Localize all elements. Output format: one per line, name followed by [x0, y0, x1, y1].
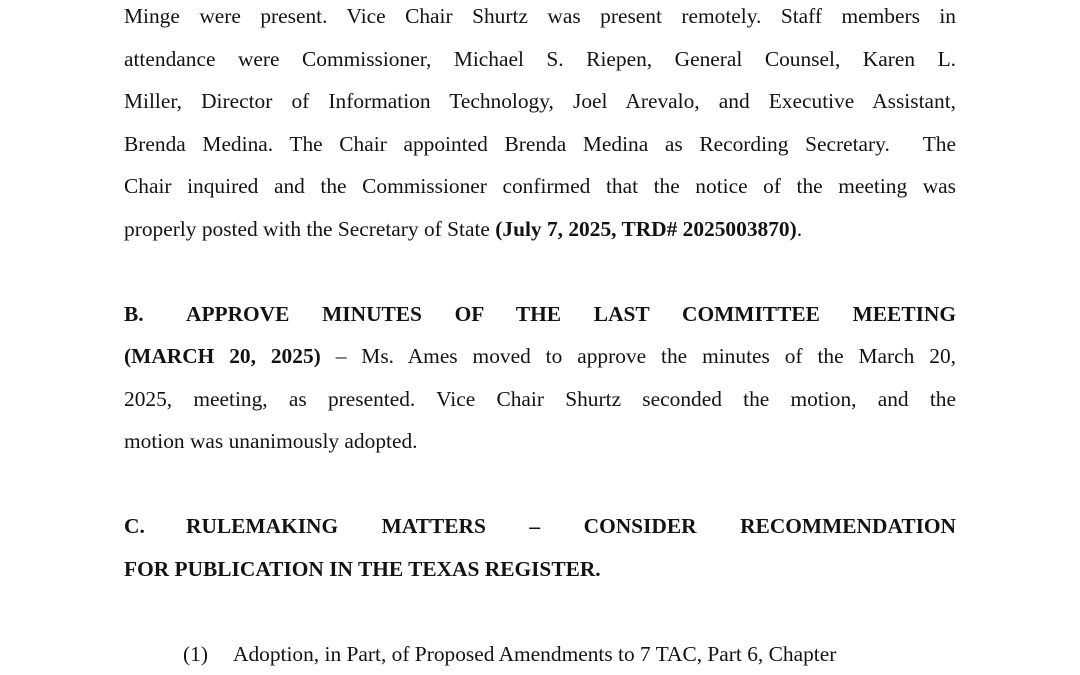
paragraph-attendance	[124, 0, 956, 250]
text-segment: properly posted with the Secretary of State	[124, 216, 496, 241]
blank-line	[124, 590, 956, 633]
blank-line	[124, 250, 956, 293]
text-segment: (July 7, 2025, TRD# 2025003870)	[495, 216, 797, 241]
text-segment: Adoption, in Part, of Proposed Amendments to 7 TAC, Part 6, Chapter	[233, 641, 837, 666]
paragraph-item-1	[124, 633, 956, 675]
text-line	[124, 335, 956, 378]
text-line	[124, 505, 956, 548]
text-line	[124, 293, 956, 336]
text-line	[124, 378, 956, 421]
text-segment: 2025, meeting, as presented. Vice Chair Shurtz seconded the motion, and the	[124, 386, 956, 411]
text-line	[124, 165, 956, 208]
text-segment: attendance were Commissioner, Michael S. Riepen, General Counsel, Karen L.	[124, 46, 956, 71]
text-segment: RULEMAKING MATTERS – CONSIDER RECOMMENDATION	[186, 514, 956, 538]
text-segment: FOR PUBLICATION IN THE TEXAS REGISTER.	[124, 556, 601, 581]
text-segment: motion was unanimously adopted.	[124, 429, 418, 453]
blank-line	[124, 463, 956, 506]
text-segment: (MARCH 20, 2025)	[124, 344, 321, 368]
text-segment: APPROVE MINUTES OF THE LAST COMMITTEE MEETING	[186, 301, 956, 326]
text-segment: Chair inquired and the Commissioner confirmed that the notice of the meeting was	[124, 174, 956, 198]
text-segment: .	[796, 216, 803, 241]
document-page	[124, 0, 956, 675]
text-line	[124, 633, 956, 675]
paragraph-approve-minutes	[124, 293, 956, 463]
list-marker: C.	[124, 514, 145, 538]
text-segment: Brenda Medina. The Chair appointed Brenda Medina as Recording Secretary. The	[124, 131, 956, 156]
text-segment: – Ms. Ames moved to approve the minutes of the March 20,	[320, 344, 956, 368]
text-line	[124, 548, 956, 591]
list-marker: (1)	[183, 641, 208, 666]
text-line	[124, 38, 956, 81]
paragraph-rulemaking-matters	[124, 505, 956, 590]
text-line	[124, 0, 956, 38]
text-line	[124, 80, 956, 123]
text-line	[124, 420, 956, 463]
text-segment: Miller, Director of Information Technology, Joel Arevalo, and Executive Assistant,	[124, 89, 956, 113]
text-line	[124, 123, 956, 166]
list-marker: B.	[124, 301, 144, 326]
text-segment: Minge were present. Vice Chair Shurtz was present remotely. Staff members in	[124, 4, 956, 28]
text-line	[124, 208, 956, 251]
